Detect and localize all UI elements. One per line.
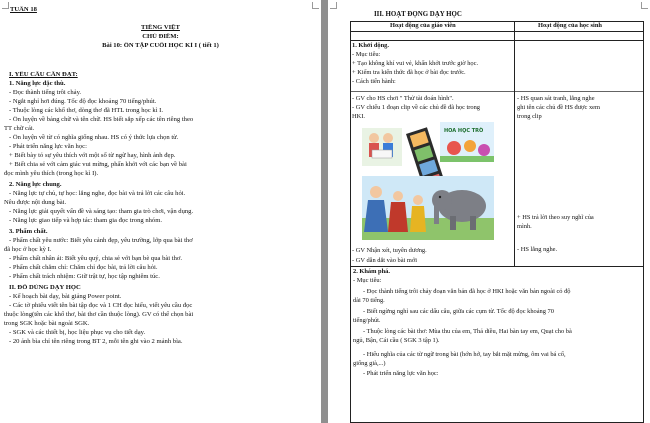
table-rule <box>350 266 643 267</box>
document-line: TIẾNG VIỆT <box>141 24 180 31</box>
document-line: I. YÊU CẦU CẦN ĐẠT: <box>9 71 78 78</box>
document-line: + Biết bày tỏ sự yêu thích với một số từ ngữ hay, hình ảnh đẹp. <box>9 152 176 159</box>
teacher-activity-line: - GV chiếu 1 đoạn clip về các chủ đề đã học trong <box>352 104 481 111</box>
document-line: đọc mình yêu thích (trong học kì I). <box>4 170 99 177</box>
explore-line: - Hiểu nghĩa của các từ ngữ trong bài (hớn hở, tay bắt mặt mừng, ôm vai bá cổ, <box>363 351 566 358</box>
document-line: - 20 ảnh bìa chỉ tên riêng trong BT 2, mỗi tên ghi vào 2 mảnh bìa. <box>9 338 183 345</box>
teacher-activity-line: - Cách tiến hành: <box>352 78 396 85</box>
column-header-student: Hoạt động của học sinh <box>538 22 602 29</box>
reading-children-picture <box>362 128 402 166</box>
document-line: II. ĐỒ DÙNG DẠY HỌC <box>9 284 81 291</box>
teacher-activity-line: HKI. <box>352 113 365 120</box>
section-heading: III. HOẠT ĐỘNG DẠY HỌC <box>374 11 462 18</box>
student-activity-line: - HS lắng nghe. <box>517 246 558 253</box>
topic-collage-image <box>358 120 498 244</box>
explore-line: ngủ, Bận, Cái cầu ( SGK 3 tập 1). <box>353 337 440 344</box>
document-line: - Ôn luyện về từ có nghĩa giống nhau. HS có ý thức lựa chọn từ. <box>9 134 179 141</box>
document-line: - Các tờ phiếu viết tên bài tập đọc và 1 CH đọc hiểu, viết yêu cầu đọc <box>9 302 193 309</box>
document-line: - Kế hoạch bài dạy, bài giảng Power point. <box>9 293 122 300</box>
document-line: + Biết chia sẻ với cảm giác vui mừng, phấn khởi với các bạn về bài <box>9 161 187 168</box>
student-activity-line: - HS quan sát tranh, lắng nghe <box>517 95 595 102</box>
teacher-activity-line: - GV Nhận xét, tuyên dương. <box>352 247 427 254</box>
document-page-left <box>0 0 321 423</box>
document-line: - Phẩm chất yêu nước: Biết yêu cảnh đẹp, yêu trường, lớp qua bài thơ <box>9 237 193 244</box>
document-line: - Năng lực giải quyết vấn đề và sáng tạo: tham gia trò chơi, vận dụng. <box>9 208 194 215</box>
document-line: - Năng lực tự chủ, tự học: lắng nghe, đọc bài và trả lời các câu hỏi. <box>9 190 186 197</box>
explore-line: tiếng/phút. <box>353 317 381 324</box>
explore-line: giống già,...) <box>353 360 386 367</box>
document-line: đã học ở học kỳ I. <box>4 246 52 253</box>
document-line: Bài 10: ÔN TẬP CUỐI HỌC KÌ I ( tiết 1) <box>102 42 219 49</box>
document-line: - Phẩm chất nhân ái: Biết yêu quý, chia sẻ với bạn bè qua bài thơ. <box>9 255 183 262</box>
document-line: CHỦ ĐIỂM: <box>142 33 179 40</box>
explore-line: - Phát triển năng lực văn học: <box>363 370 439 377</box>
page-corner-mark <box>330 2 337 9</box>
document-line: - Ôn luyện về bảng chữ và tên chữ. HS biết sắp xếp các tên riêng theo <box>9 116 194 123</box>
student-activity-line: mình. <box>517 223 532 230</box>
document-line: - Năng lực giao tiếp và hợp tác: tham gia đọc trong nhóm. <box>9 217 162 224</box>
document-line: trong SGK hoặc bài ngoài SGK. <box>4 320 90 327</box>
teacher-activity-line: - Mục tiêu: <box>352 51 381 58</box>
page-corner-mark <box>641 2 648 9</box>
page-corner-mark <box>2 2 9 9</box>
explore-line: - Thuộc lòng các bài thơ: Mùa thu của em, Thả diều, Hai bàn tay em, Quạt cho bà <box>363 328 572 335</box>
poster-caption: HOA HỌC TRÒ <box>444 128 484 134</box>
document-line: 3. Phẩm chất. <box>9 228 48 235</box>
document-line: - Thuộc lòng các khổ thơ, dòng thơ đã HTL trong học kì I. <box>9 107 164 114</box>
document-line: - Phẩm chất chăm chỉ: Chăm chỉ đọc bài, trả lời câu hỏi. <box>9 264 158 271</box>
table-rule <box>514 21 515 267</box>
table-rule <box>350 91 643 92</box>
elephant-scene-picture <box>362 176 494 240</box>
flower-poster-picture <box>440 122 494 162</box>
explore-line: - Đọc thành tiếng trôi chảy đoạn văn bản đã học ở HKI hoặc văn bản ngoài cỏ độ <box>363 288 571 295</box>
document-line: 1. Năng lực đặc thù. <box>9 80 66 87</box>
document-line: - Phẩm chất trách nhiệm: Giữ trật tự, học tập nghiêm túc. <box>9 273 160 280</box>
teacher-activity-line: + Tạo không khí vui vẻ, khấn khởi trước giờ học. <box>352 60 479 67</box>
explore-line: dài 70 tiếng. <box>353 297 385 304</box>
document-line: - SGK và các thiết bị, học liệu phục vụ cho tiết dạy. <box>9 329 146 336</box>
explore-line: 2. Khám phá. <box>353 268 390 275</box>
teacher-activity-line: 1. Khởi động. <box>352 42 389 49</box>
teacher-activity-line: + Kiểm tra kiến thức đã học ở bài đọc trước. <box>352 69 466 76</box>
student-activity-line: + HS trả lời theo suy nghĩ của <box>517 214 594 221</box>
document-line: 2. Năng lực chung. <box>9 181 62 188</box>
document-page-right <box>328 0 650 423</box>
document-line: - Phát triển năng lực văn học: <box>9 143 87 150</box>
document-line: Nêu được nội dung bài. <box>4 199 67 206</box>
student-activity-line: trong clip <box>517 113 542 120</box>
teacher-activity-line: - GV dẫn dắt vào bài mới <box>352 257 418 264</box>
explore-line: - Mục tiêu: <box>353 277 382 284</box>
student-activity-line: ghi tên các chủ đề HS được xem <box>517 104 600 111</box>
teacher-activity-line: - GV cho HS chơi " Thử tài đoán hình". <box>352 95 454 102</box>
table-rule <box>350 40 643 41</box>
document-line: - Ngắt nghỉ hơi đúng. Tốc độ đọc khoảng 70 tiếng/phút. <box>9 98 157 105</box>
document-line: TUẦN 18 <box>10 6 37 13</box>
document-line: TT chữ cái. <box>4 125 35 132</box>
document-line: - Đọc thành tiếng trôi chảy. <box>9 89 82 96</box>
document-line: thuộc lòng(tên các khổ thơ, bài thơ cần thuộc lòng). GV có thể chọn bài <box>4 311 194 318</box>
column-header-teacher: Hoạt động của giáo viên <box>390 22 456 29</box>
explore-line: - Biết ngừng nghỉ sau các dấu câu, giữa các cụm từ. Tốc độ đọc khoảng 70 <box>363 308 554 315</box>
table-rule <box>350 31 643 32</box>
